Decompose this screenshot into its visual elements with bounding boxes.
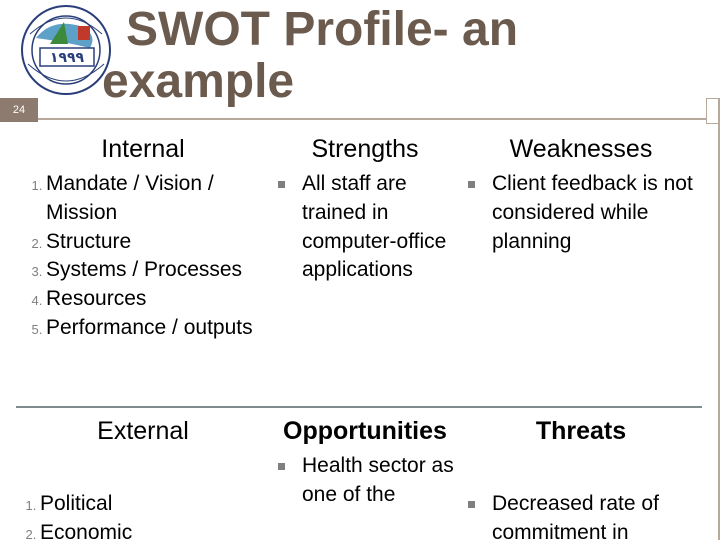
opportunities-header: Opportunities	[283, 417, 447, 445]
swot-table	[16, 126, 702, 548]
opportunities-cell	[270, 407, 460, 548]
opportunities-list	[270, 452, 460, 510]
list-item	[460, 170, 702, 256]
list-item	[460, 490, 702, 548]
threats-header: Threats	[535, 417, 627, 445]
list-item: 3. Systems / Processes	[46, 256, 270, 285]
external-header: External	[97, 417, 189, 445]
strengths-list	[270, 170, 460, 285]
list-item: 1. Political	[40, 490, 270, 519]
strengths-cell	[270, 126, 460, 407]
strength-text: All staff are trained in computer-office applications	[302, 172, 447, 282]
slide-number: 24	[0, 98, 38, 122]
bullet-square-icon	[278, 181, 285, 188]
weakness-text: Client feedback is not considered while planning	[492, 172, 693, 253]
threat-text: Decreased rate of commitment in	[492, 492, 659, 544]
list-item	[270, 170, 460, 285]
seal-year-text: ١٩٩٩	[49, 50, 85, 66]
list-item: 4. Resources	[46, 285, 270, 314]
title-divider	[38, 118, 720, 120]
weaknesses-list	[460, 170, 702, 256]
external-list	[16, 490, 270, 548]
internal-list	[16, 170, 270, 343]
bullet-square-icon	[468, 501, 475, 508]
slide-title-line1: SWOT Profile- an	[126, 3, 519, 56]
list-item: 1. Mandate / Vision / Mission	[46, 170, 270, 228]
slide-title	[102, 4, 582, 108]
bullet-square-icon	[278, 463, 285, 470]
list-item: 2. Structure	[46, 228, 270, 257]
list-item: 2. Economic	[40, 519, 270, 548]
opportunity-text: Health sector as one of the	[302, 454, 454, 506]
internal-cell	[16, 126, 270, 407]
swot-external-row	[16, 407, 702, 548]
list-item	[270, 452, 460, 510]
external-cell	[16, 407, 270, 548]
internal-header: Internal	[101, 135, 185, 163]
swot-internal-row	[16, 126, 702, 407]
strengths-header: Strengths	[311, 135, 419, 163]
threats-list	[460, 490, 702, 548]
list-item: 5. Performance / outputs	[46, 314, 270, 343]
bullet-square-icon	[468, 181, 475, 188]
weaknesses-header: Weaknesses	[509, 135, 653, 163]
threats-cell	[460, 407, 702, 548]
slide-title-line2: example	[102, 55, 295, 108]
weaknesses-cell	[460, 126, 702, 407]
